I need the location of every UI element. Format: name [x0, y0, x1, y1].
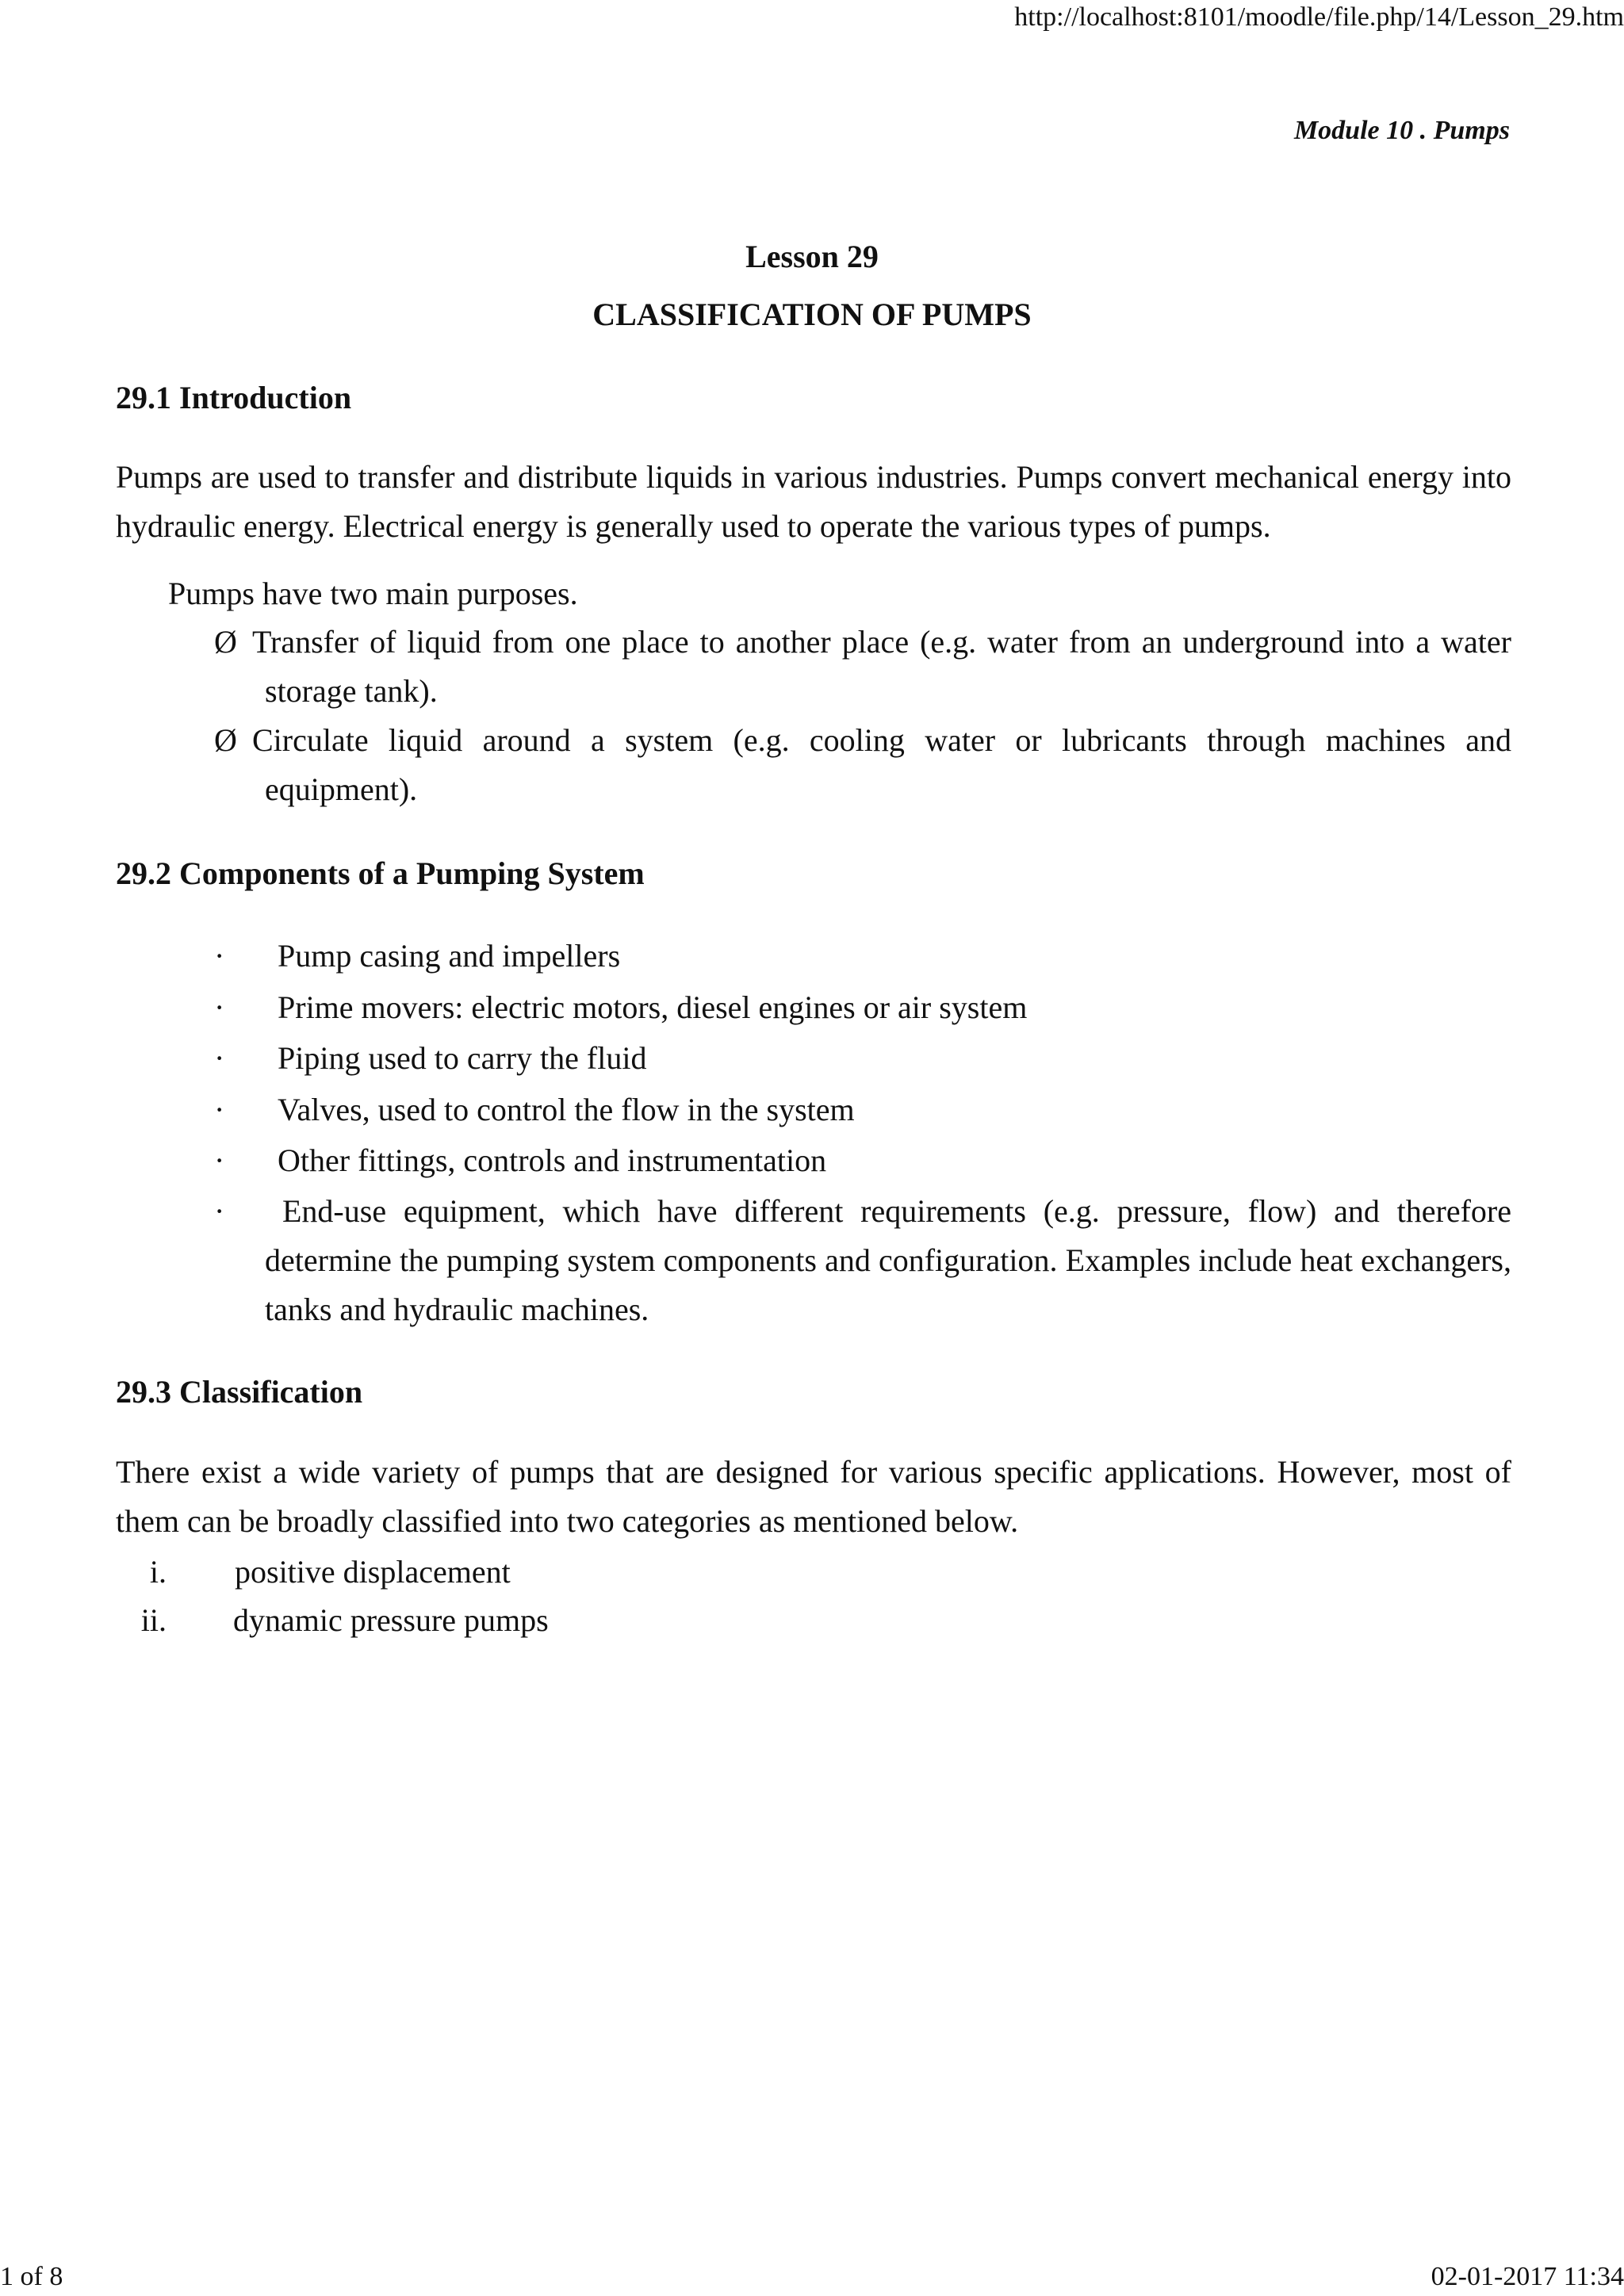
purposes-lead: Pumps have two main purposes. — [168, 576, 578, 611]
list-item-text: End-use equipment, which have different requirements (e.g. pressure, flow) and therefore determine the pumping system components and configuration. Examples include heat exchangers, tanks and hydraulic machines. — [265, 1193, 1511, 1327]
classification-paragraph: There exist a wide variety of pumps that are designed for various specific applications. However, most of them can be broadly classified into two categories as mentioned below. — [116, 1454, 1511, 1539]
bullet-marker: · — [214, 938, 225, 974]
lesson-title: CLASSIFICATION OF PUMPS — [592, 297, 1032, 332]
purpose-item — [214, 618, 1511, 716]
lesson-number: Lesson 29 — [745, 239, 879, 274]
bullet-marker: · — [214, 1040, 225, 1076]
list-item-text: positive displacement — [235, 1554, 511, 1590]
section-heading-introduction: 29.1 Introduction — [116, 380, 352, 415]
list-item-text: Prime movers: electric motors, diesel engines or air system — [278, 989, 1028, 1025]
intro-paragraph: Pumps are used to transfer and distribute liquids in various industries. Pumps convert mechanical energy into hydraulic energy. Electrical energy is generally used to operate the various types of pumps. — [116, 459, 1511, 544]
purpose-marker: Ø — [214, 624, 237, 660]
list-item — [214, 1085, 1511, 1135]
list-item — [79, 1548, 511, 1597]
list-item-text: Pump casing and impellers — [278, 938, 621, 974]
list-item — [214, 1136, 1511, 1185]
list-item — [214, 1034, 1511, 1083]
section-heading-classification: 29.3 Classification — [116, 1374, 363, 1410]
bullet-marker: · — [214, 1092, 225, 1127]
list-item — [214, 932, 1511, 981]
purpose-text: Circulate liquid around a system (e.g. cooling water or lubricants through machines and equipment). — [252, 722, 1511, 807]
list-item-text: Valves, used to control the flow in the system — [278, 1092, 855, 1127]
list-item — [79, 1596, 549, 1645]
purpose-item — [214, 716, 1511, 814]
list-item-text: dynamic pressure pumps — [233, 1602, 549, 1638]
print-datetime: 02-01-2017 11:34 — [1431, 2262, 1624, 2291]
list-number: i. — [149, 1554, 167, 1590]
list-item — [214, 1187, 1511, 1334]
bullet-marker: · — [214, 1142, 225, 1178]
list-item — [214, 983, 1511, 1032]
module-title: Module 10 . Pumps — [1293, 116, 1510, 145]
purpose-marker: Ø — [214, 722, 237, 758]
bullet-marker: · — [214, 989, 225, 1025]
list-number: ii. — [140, 1602, 167, 1638]
page-count: 1 of 8 — [0, 2262, 63, 2291]
section-heading-components: 29.2 Components of a Pumping System — [116, 855, 645, 891]
page-url: http://localhost:8101/moodle/file.php/14/Lesson_29.htm — [1014, 2, 1624, 32]
list-item-text: Other fittings, controls and instrumentation — [278, 1142, 827, 1178]
purpose-text: Transfer of liquid from one place to another place (e.g. water from an underground into a water storage tank). — [252, 624, 1511, 709]
bullet-marker: · — [214, 1193, 225, 1229]
list-item-text: Piping used to carry the fluid — [278, 1040, 647, 1076]
